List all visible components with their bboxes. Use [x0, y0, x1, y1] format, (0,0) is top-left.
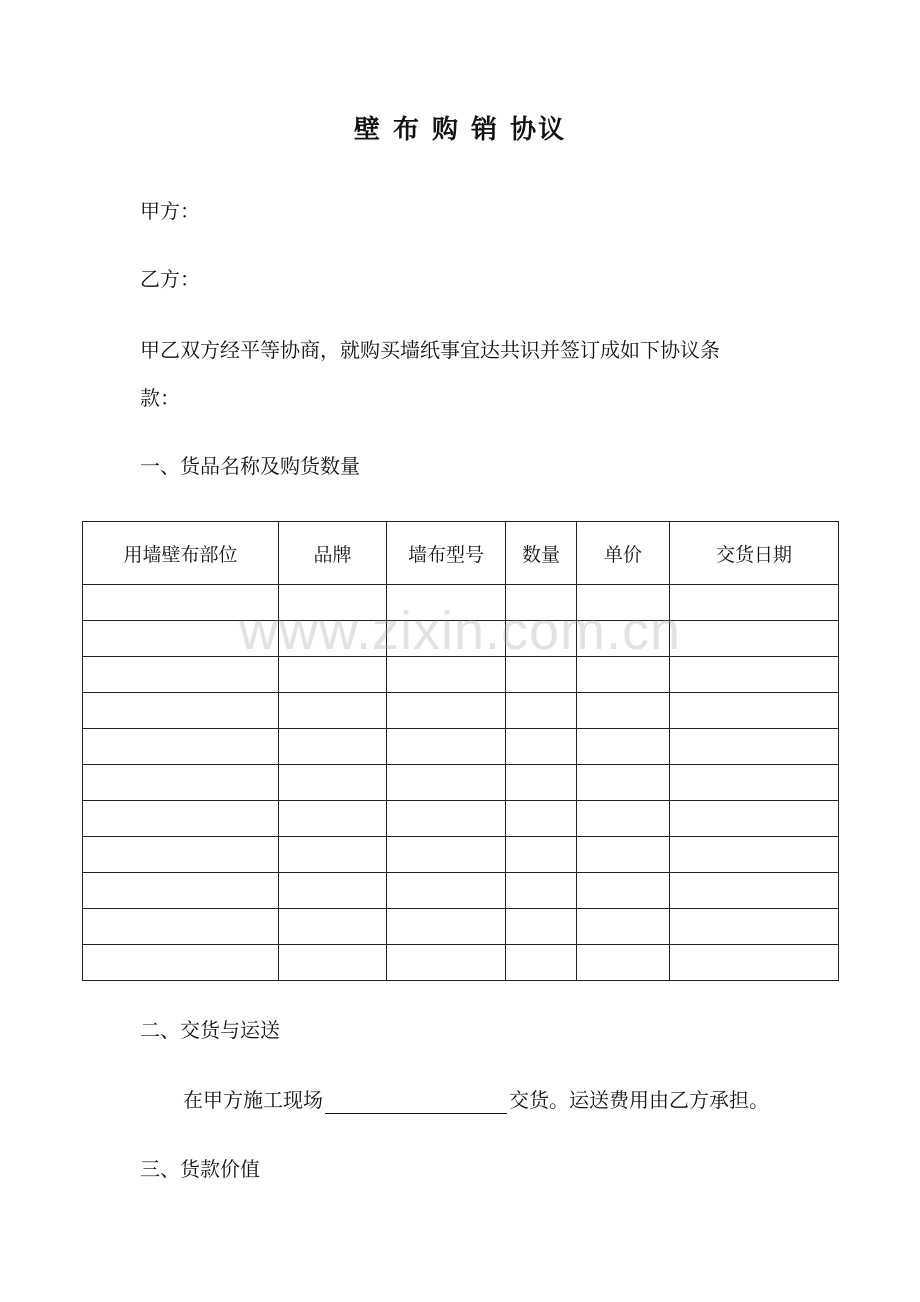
table-cell[interactable] [83, 693, 279, 729]
table-cell[interactable] [670, 801, 839, 837]
table-cell[interactable] [83, 801, 279, 837]
table-cell[interactable] [83, 837, 279, 873]
table-cell[interactable] [83, 765, 279, 801]
table-header-row [83, 522, 839, 585]
table-row [83, 657, 839, 693]
table-row [83, 945, 839, 981]
table-cell[interactable] [387, 729, 506, 765]
table-header-cell: 品牌 [279, 522, 387, 585]
table-cell[interactable] [83, 657, 279, 693]
section-3-heading: 三、货款价值 [140, 1157, 260, 1181]
section-1-heading: 一、货品名称及购货数量 [140, 454, 360, 478]
table-cell[interactable] [506, 909, 577, 945]
table-cell[interactable] [279, 945, 387, 981]
party-b-label: 乙方： [140, 267, 200, 291]
table-cell[interactable] [387, 801, 506, 837]
table-cell[interactable] [506, 585, 577, 621]
table-cell[interactable] [387, 945, 506, 981]
table-cell[interactable] [670, 585, 839, 621]
table-cell[interactable] [387, 873, 506, 909]
table-body [83, 585, 839, 981]
goods-table [82, 521, 839, 981]
table-cell[interactable] [387, 585, 506, 621]
table-header-cell: 单价 [577, 522, 670, 585]
table-row [83, 873, 839, 909]
table-row [83, 729, 839, 765]
table-cell[interactable] [506, 621, 577, 657]
table-cell[interactable] [279, 765, 387, 801]
table-cell[interactable] [577, 837, 670, 873]
table-cell[interactable] [506, 765, 577, 801]
table-cell[interactable] [577, 729, 670, 765]
table-cell[interactable] [83, 621, 279, 657]
table-cell[interactable] [577, 657, 670, 693]
table-cell[interactable] [670, 873, 839, 909]
table-cell[interactable] [506, 657, 577, 693]
table-cell[interactable] [279, 909, 387, 945]
document-title: 壁 布 购 销 协议 [353, 115, 567, 145]
table-cell[interactable] [279, 585, 387, 621]
table-row [83, 621, 839, 657]
table-cell[interactable] [387, 693, 506, 729]
table-cell[interactable] [387, 657, 506, 693]
delivery-clause [183, 1086, 769, 1114]
table-cell[interactable] [577, 873, 670, 909]
table-header-cell: 墙布型号 [387, 522, 506, 585]
table-row [83, 909, 839, 945]
table-cell[interactable] [670, 837, 839, 873]
table-cell[interactable] [577, 945, 670, 981]
table-cell[interactable] [83, 873, 279, 909]
delivery-location-blank[interactable] [325, 1091, 507, 1114]
table-cell[interactable] [83, 909, 279, 945]
table-cell[interactable] [577, 765, 670, 801]
table-cell[interactable] [506, 873, 577, 909]
table-cell[interactable] [506, 693, 577, 729]
table-row [83, 765, 839, 801]
table-cell[interactable] [670, 909, 839, 945]
table-cell[interactable] [279, 693, 387, 729]
table-cell[interactable] [279, 837, 387, 873]
section-2-heading: 二、交货与运送 [140, 1018, 280, 1042]
table-cell[interactable] [670, 657, 839, 693]
table-cell[interactable] [670, 765, 839, 801]
table-cell[interactable] [83, 945, 279, 981]
table-cell[interactable] [506, 729, 577, 765]
intro-paragraph-line-1: 甲乙双方经平等协商，就购买墙纸事宜达共识并签订成如下协议条 [140, 338, 720, 362]
delivery-suffix: 交货。运送费用由乙方承担。 [509, 1088, 769, 1112]
table-row [83, 693, 839, 729]
table-row [83, 801, 839, 837]
table-cell[interactable] [387, 837, 506, 873]
table-cell[interactable] [279, 621, 387, 657]
table-cell[interactable] [577, 693, 670, 729]
table-row [83, 585, 839, 621]
table-cell[interactable] [279, 873, 387, 909]
table-cell[interactable] [577, 909, 670, 945]
table-cell[interactable] [577, 621, 670, 657]
table-cell[interactable] [670, 945, 839, 981]
delivery-prefix: 在甲方施工现场 [183, 1088, 323, 1112]
table-cell[interactable] [279, 801, 387, 837]
table-cell[interactable] [387, 765, 506, 801]
table-cell[interactable] [279, 729, 387, 765]
table-cell[interactable] [387, 621, 506, 657]
table-cell[interactable] [83, 729, 279, 765]
table-cell[interactable] [83, 585, 279, 621]
table-header-cell: 用墙壁布部位 [83, 522, 279, 585]
party-a-label: 甲方： [140, 199, 200, 223]
table-header-cell: 数量 [506, 522, 577, 585]
table-cell[interactable] [506, 837, 577, 873]
watermark-text: www.zixin.com.cn [238, 601, 682, 661]
table-cell[interactable] [670, 729, 839, 765]
table-cell[interactable] [670, 693, 839, 729]
table-cell[interactable] [577, 801, 670, 837]
table-cell[interactable] [670, 621, 839, 657]
table-cell[interactable] [577, 585, 670, 621]
table-cell[interactable] [387, 909, 506, 945]
table-header-cell: 交货日期 [670, 522, 839, 585]
intro-paragraph-line-2: 款： [140, 386, 180, 410]
table-cell[interactable] [506, 801, 577, 837]
table-row [83, 837, 839, 873]
table-cell[interactable] [279, 657, 387, 693]
table-cell[interactable] [506, 945, 577, 981]
